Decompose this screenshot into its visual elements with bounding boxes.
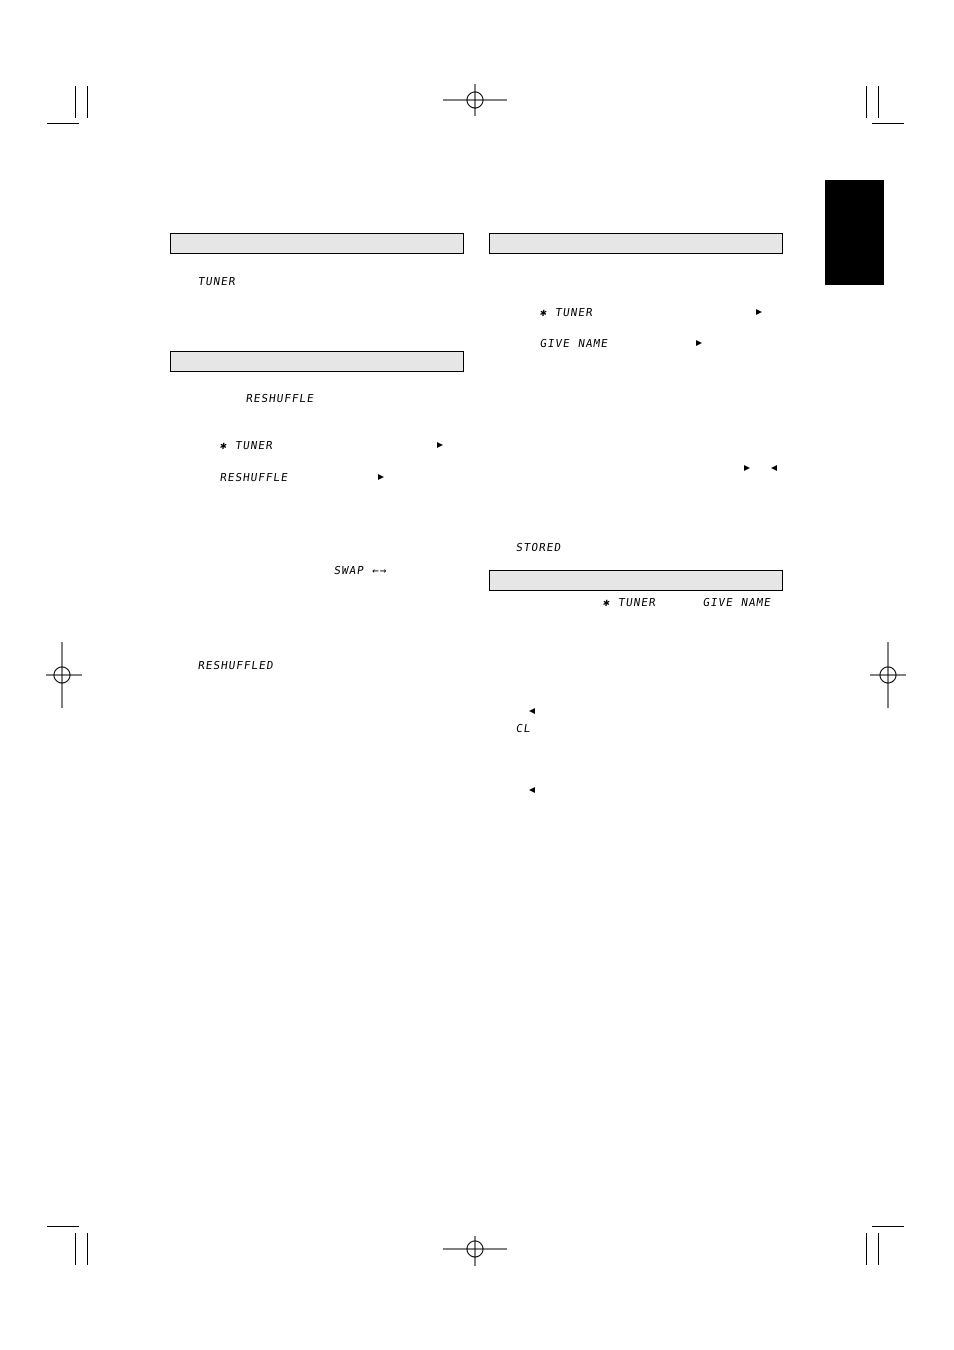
arrow-left-icon (529, 787, 535, 793)
lcd-text-cl: CL (515, 722, 533, 735)
lcd-text-give-name: GIVE NAME (539, 337, 610, 350)
registration-mark-icon (870, 642, 906, 708)
arrow-left-icon (771, 465, 777, 471)
arrow-right-icon (696, 340, 702, 346)
section-header-bar-2 (170, 351, 464, 372)
section-header-bar-4 (489, 570, 783, 591)
arrow-right-icon (378, 474, 384, 480)
lcd-text-reshuffled: RESHUFFLED (197, 659, 276, 672)
lcd-text-stored: STORED (515, 541, 563, 554)
language-tab (825, 180, 884, 285)
section-header-bar-1 (170, 233, 464, 254)
lcd-text-swap: SWAP ←→ (333, 564, 389, 577)
lcd-text-give-name-2: GIVE NAME (702, 596, 773, 609)
arrow-left-icon (529, 708, 535, 714)
registration-mark-icon (443, 1236, 507, 1272)
lcd-text-star-tuner-right: ✱ TUNER (539, 306, 595, 319)
arrow-right-icon (744, 465, 750, 471)
arrow-right-icon (437, 442, 443, 448)
registration-mark-icon (46, 642, 82, 708)
lcd-text-reshuffle: RESHUFFLE (245, 392, 316, 405)
lcd-text-star-tuner-right-2: ✱ TUNER (602, 596, 658, 609)
lcd-text-star-tuner: ✱ TUNER (219, 439, 275, 452)
lcd-text-tuner: TUNER (197, 275, 238, 288)
arrow-right-icon (756, 309, 762, 315)
lcd-text-reshuffle-2: RESHUFFLE (219, 471, 290, 484)
section-header-bar-3 (489, 233, 783, 254)
registration-mark-icon (443, 84, 507, 120)
